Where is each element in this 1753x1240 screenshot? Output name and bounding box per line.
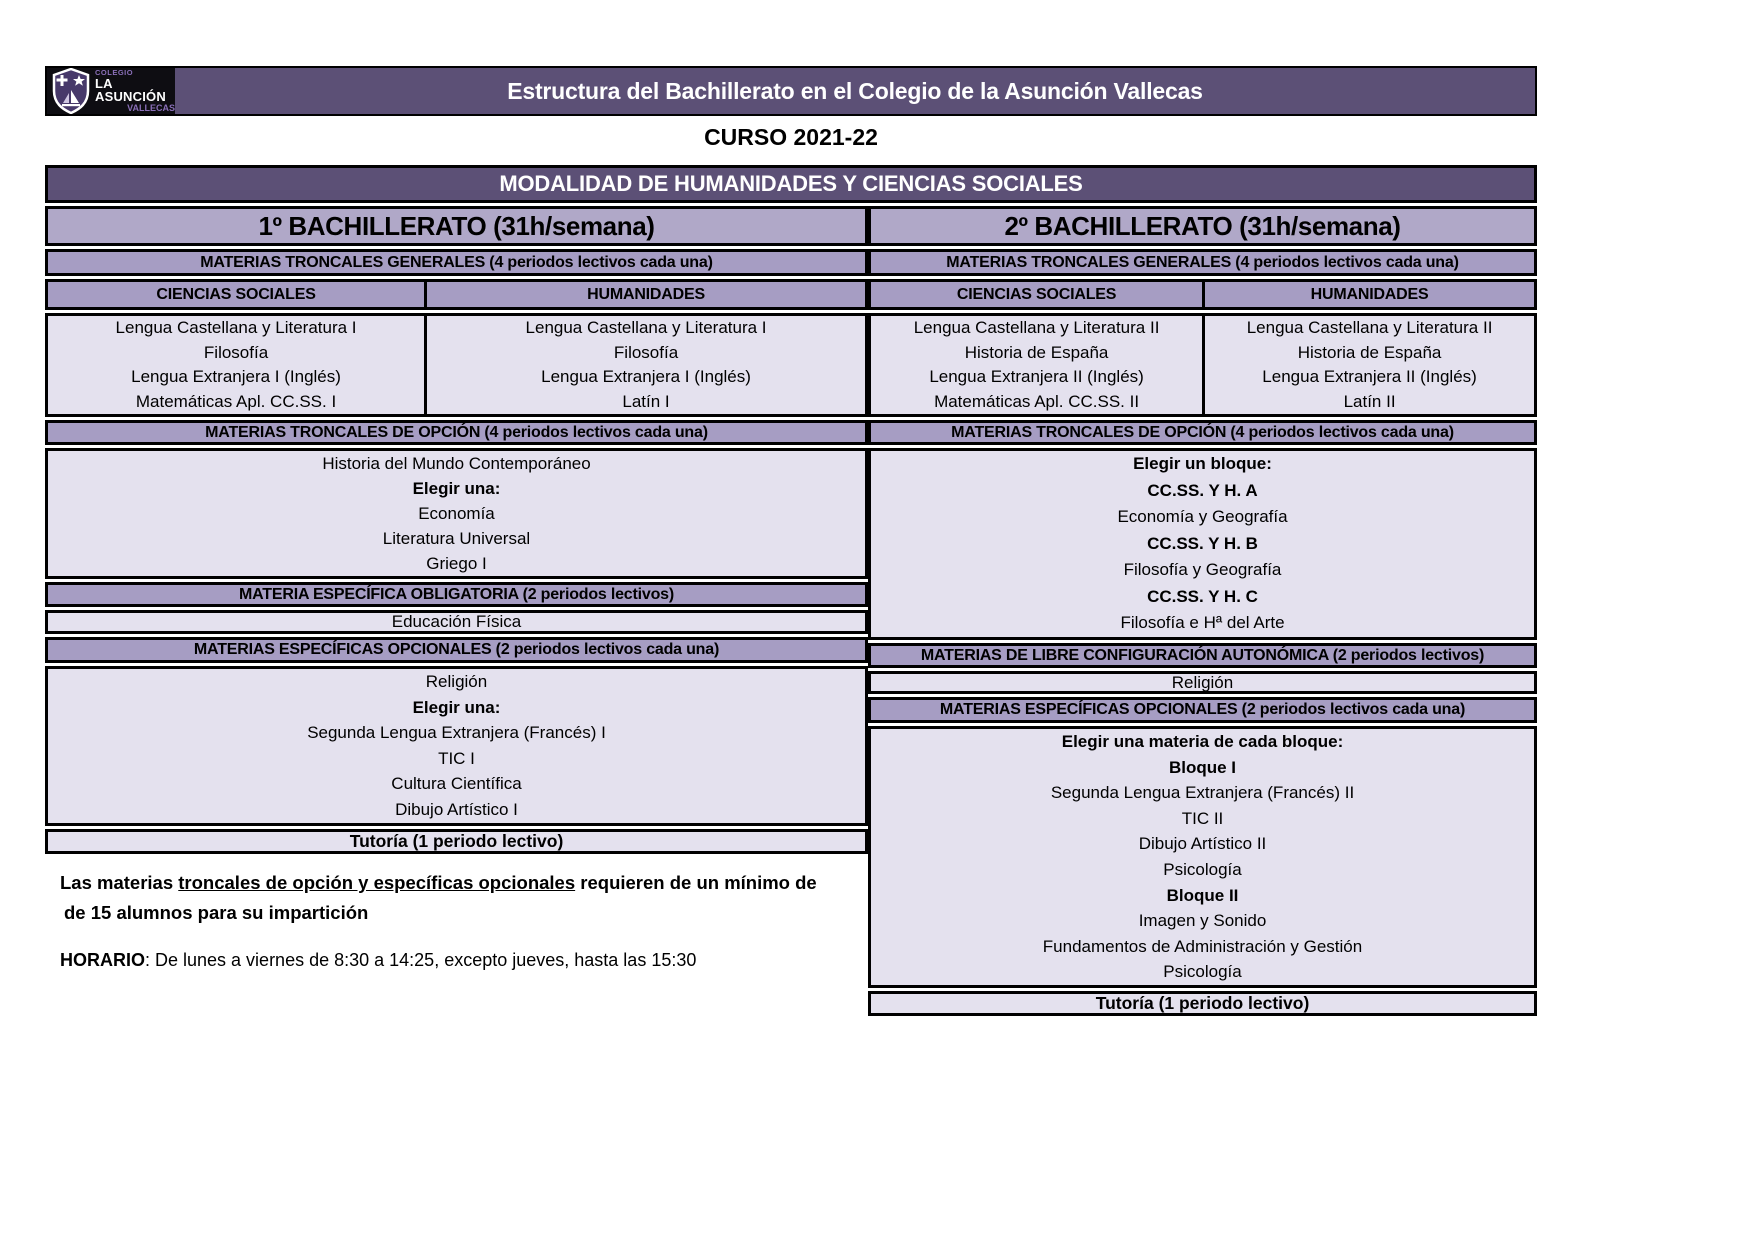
option-item: Elegir una: (412, 697, 501, 717)
option-item: Literatura Universal (382, 529, 531, 548)
col2-ciencias-subjects (871, 316, 1205, 414)
option-item: Psicología (1163, 962, 1242, 982)
subject: Matemáticas Apl. CC.SS. I (135, 391, 337, 411)
option-item: Bloque I (1168, 757, 1237, 777)
option-item: Economía y Geografía (1117, 507, 1288, 526)
horario-text: : De lunes a viernes de 8:30 a 14:25, excepto jueves, hasta las 15:30 (145, 950, 697, 970)
col2-libre-configuracion-header: MATERIAS DE LIBRE CONFIGURACIÓN AUTONÓMICA (2 periodos lectivos) (868, 643, 1537, 668)
option-item: Segunda Lengua Extranjera (Francés) I (307, 723, 606, 743)
subject: Lengua Castellana y Literatura I (525, 318, 767, 337)
subject: Lengua Castellana y Literatura II (913, 318, 1160, 337)
page-title: Estructura del Bachillerato en el Colegio de la Asunción Vallecas (507, 77, 1203, 104)
logo-line2: LA ASUNCIÓN (95, 75, 166, 105)
option-item: Elegir una materia de cada bloque: (1061, 732, 1344, 751)
col1-especificas-opcionales-list (45, 666, 868, 826)
horario-label: HORARIO (60, 950, 145, 970)
col1-branch-headers (45, 279, 868, 310)
col2-troncales-opcion-header: MATERIAS TRONCALES DE OPCIÓN (4 periodos lectivos cada una) (868, 420, 1537, 445)
school-shield-icon (52, 68, 90, 114)
subject: Lengua Castellana y Literatura I (115, 318, 357, 337)
col2-libre-configuracion-item: Religión (868, 671, 1537, 694)
col2-humanidades-header: HUMANIDADES (1310, 285, 1429, 303)
logo-line3: VALLECAS (127, 102, 175, 113)
col1-humanidades-subjects (427, 316, 865, 414)
modalidad-header: MODALIDAD DE HUMANIDADES Y CIENCIAS SOCIALES (45, 165, 1537, 203)
col1-troncales-generales-header: MATERIAS TRONCALES GENERALES (4 periodos lectivos cada una) (45, 249, 868, 276)
option-item: TIC II (1181, 808, 1224, 828)
option-item: Filosofía y Geografía (1123, 560, 1282, 579)
col1-title: 1º BACHILLERATO (31h/semana) (45, 206, 868, 246)
option-item: Religión (425, 672, 488, 691)
header-banner (45, 66, 1537, 116)
horario-note (60, 950, 696, 971)
col1-troncales-opcion-header: MATERIAS TRONCALES DE OPCIÓN (4 periodos lectivos cada una) (45, 420, 868, 445)
col1-troncales-generales-subjects (45, 313, 868, 417)
option-item: CC.SS. Y H. A (1147, 480, 1258, 500)
option-item: Dibujo Artístico II (1138, 834, 1267, 854)
subject: Filosofía (203, 342, 269, 362)
note-underlined: troncales de opción y específicas opcionales (178, 872, 576, 893)
option-item: Dibujo Artístico I (395, 799, 518, 819)
col2-branch-headers (868, 279, 1537, 310)
option-item: Bloque II (1166, 885, 1239, 905)
col2-troncales-opcion-list (868, 448, 1537, 640)
curso-title: CURSO 2021-22 (704, 124, 878, 150)
subject: Historia de España (1297, 342, 1442, 362)
option-item: Elegir una: (412, 479, 501, 498)
col1-especifica-obligatoria-item: Educación Física (45, 610, 868, 634)
note-prefix: Las materias (60, 872, 179, 893)
option-item: TIC I (438, 748, 475, 768)
option-item: Segunda Lengua Extranjera (Francés) II (1050, 783, 1355, 803)
subject: Lengua Extranjera I (Inglés) (131, 367, 341, 386)
note-line2: de 15 alumnos para su impartición (64, 902, 369, 923)
minimum-students-note (60, 868, 890, 928)
col2-humanidades-subjects (1205, 316, 1534, 414)
col2-especificas-opcionales-header: MATERIAS ESPECÍFICAS OPCIONALES (2 periodos lectivos cada una) (868, 697, 1537, 723)
option-item: Imagen y Sonido (1138, 911, 1267, 931)
option-item: CC.SS. Y H. C (1147, 586, 1258, 606)
col1-especifica-obligatoria-header: MATERIA ESPECÍFICA OBLIGATORIA (2 periodos lectivos) (45, 582, 868, 607)
school-logo (47, 68, 175, 114)
subject: Matemáticas Apl. CC.SS. II (934, 391, 1140, 411)
col2-troncales-generales-header: MATERIAS TRONCALES GENERALES (4 periodos lectivos cada una) (868, 249, 1537, 276)
col1-humanidades-header: HUMANIDADES (587, 285, 705, 303)
column-2-bachillerato (868, 206, 1537, 1016)
col1-especificas-opcionales-header: MATERIAS ESPECÍFICAS OPCIONALES (2 periodos lectivos cada una) (45, 637, 868, 663)
subject: Lengua Castellana y Literatura II (1246, 318, 1493, 337)
col2-tutoria-row: Tutoría (1 periodo lectivo) (868, 991, 1537, 1016)
subject: Lengua Extranjera II (Inglés) (1262, 367, 1477, 386)
col1-tutoria-row: Tutoría (1 periodo lectivo) (45, 829, 868, 854)
option-item: Cultura Científica (391, 774, 522, 794)
option-item: Fundamentos de Administración y Gestión (1042, 936, 1363, 956)
col1-troncales-opcion-list (45, 448, 868, 579)
subject: Latín II (1343, 391, 1396, 411)
col1-ciencias-header: CIENCIAS SOCIALES (48, 282, 427, 307)
option-item: Psicología (1163, 859, 1242, 879)
note-suffix: requieren de un mínimo de (575, 872, 817, 893)
option-item: Filosofía e Hª del Arte (1120, 613, 1285, 632)
col2-title: 2º BACHILLERATO (31h/semana) (868, 206, 1537, 246)
option-item: Economía (418, 504, 495, 523)
col2-troncales-generales-subjects (868, 313, 1537, 417)
school-logo-text (95, 69, 175, 114)
subject: Filosofía (613, 342, 679, 362)
option-item: Griego I (426, 554, 487, 573)
option-item: Historia del Mundo Contemporáneo (322, 454, 591, 473)
subject: Lengua Extranjera II (Inglés) (929, 367, 1144, 386)
logo-line1: COLEGIO (95, 67, 134, 77)
option-item: CC.SS. Y H. B (1147, 533, 1258, 553)
banner-title-area (175, 68, 1535, 114)
col2-ciencias-header: CIENCIAS SOCIALES (871, 282, 1205, 307)
col1-ciencias-subjects (48, 316, 427, 414)
option-item: Elegir un bloque: (1133, 454, 1272, 473)
subject: Historia de España (964, 342, 1109, 362)
col2-especificas-opcionales-list (868, 726, 1537, 988)
column-1-bachillerato (45, 206, 868, 854)
subject: Lengua Extranjera I (Inglés) (541, 367, 751, 386)
subject: Latín I (622, 391, 670, 411)
